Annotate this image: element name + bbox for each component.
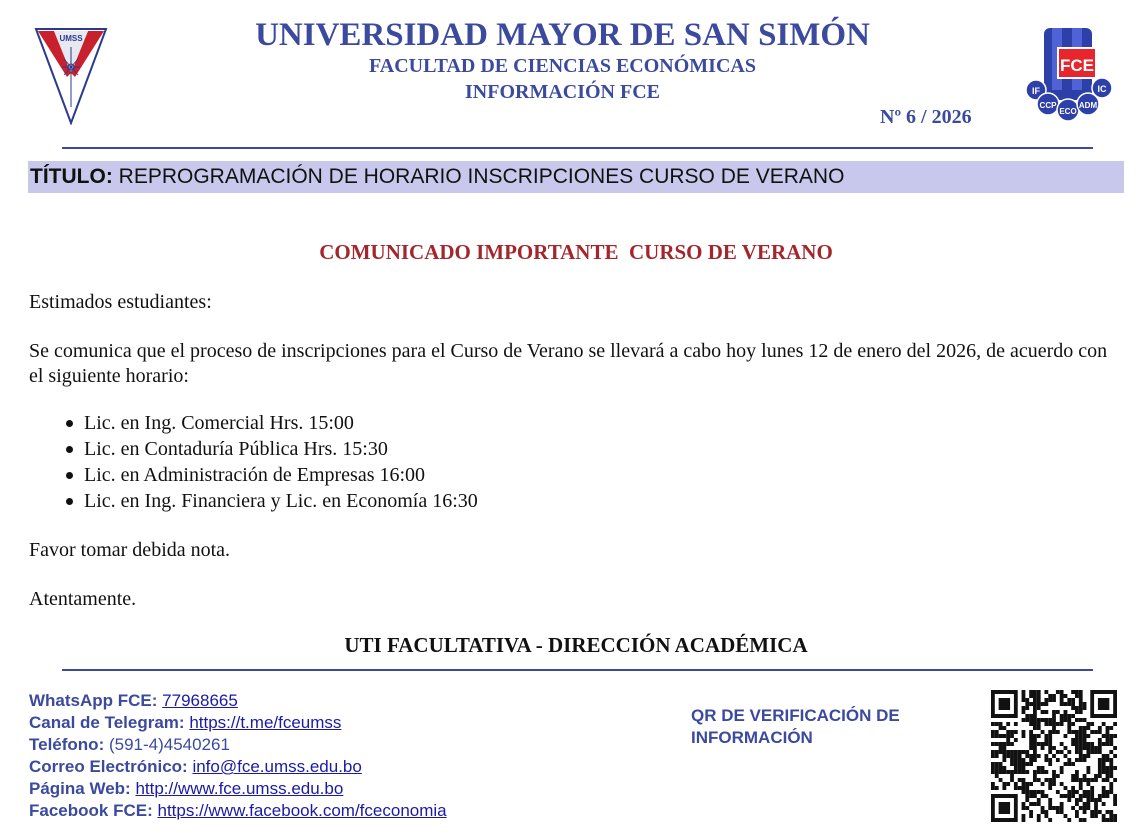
svg-text:ECO: ECO (1059, 107, 1077, 116)
qr-caption: QR DE VERIFICACIÓN DE INFORMACIÓN (691, 706, 900, 747)
telegram-row: Canal de Telegram: https://t.me/fceumss (29, 713, 342, 732)
svg-text:ADM: ADM (1078, 101, 1098, 110)
svg-text:IF: IF (1032, 86, 1040, 96)
title-text: REPROGRAMACIÓN DE HORARIO INSCRIPCIONES CURSO DE VERANO (118, 165, 845, 188)
qr-code (991, 690, 1117, 822)
facebook-link[interactable]: https://www.facebook.com/fceconomia (157, 801, 447, 820)
phone-value: (591-4)4540261 (108, 735, 230, 754)
fce-logo (1022, 26, 1114, 122)
telegram-link[interactable]: https://t.me/fceumss (189, 713, 342, 732)
svg-text:CCP: CCP (1039, 101, 1057, 110)
schedule-list (84, 410, 478, 514)
title-bar (28, 161, 1124, 193)
note: Favor tomar debida nota. (29, 539, 231, 561)
facebook-row: Facebook FCE: https://www.facebook.com/fceconomia (29, 801, 447, 820)
svg-text:FCE: FCE (1060, 56, 1094, 75)
svg-text:UMSS: UMSS (59, 34, 83, 43)
website-link[interactable]: http://www.fce.umss.edu.bo (135, 779, 344, 798)
phone-row: Teléfono: (591-4)4540261 (29, 735, 230, 754)
signature: UTI FACULTATIVA - DIRECCIÓN ACADÉMICA (344, 633, 808, 657)
svg-text:IC: IC (1097, 84, 1107, 94)
greeting: Estimados estudiantes: (29, 291, 212, 313)
list-item: Lic. en Ing. Comercial Hrs. 15:00 (84, 410, 478, 436)
whatsapp-link[interactable]: 77968665 (162, 691, 238, 710)
footer-divider (62, 669, 1093, 671)
whatsapp-row: WhatsApp FCE: 77968665 (29, 691, 238, 710)
list-item: Lic. en Administración de Empresas 16:00 (84, 462, 478, 488)
document-number: Nº 6 / 2026 (880, 106, 972, 128)
email-link[interactable]: info@fce.umss.edu.bo (192, 757, 362, 776)
list-item: Lic. en Ing. Financiera y Lic. en Economía 16:30 (84, 490, 478, 512)
email-row: Correo Electrónico: info@fce.umss.edu.bo (29, 757, 362, 776)
contact-info (29, 690, 447, 822)
university-name: UNIVERSIDAD MAYOR DE SAN SIMÓN (255, 17, 870, 53)
web-row: Página Web: http://www.fce.umss.edu.bo (29, 779, 344, 798)
closing: Atentamente. (29, 588, 137, 610)
info-subtitle: INFORMACIÓN FCE (465, 81, 660, 103)
header-divider (62, 147, 1093, 149)
title-label: TÍTULO: (30, 165, 113, 188)
list-item: Lic. en Contaduría Pública Hrs. 15:30 (84, 436, 478, 462)
faculty-name: FACULTAD DE CIENCIAS ECONÓMICAS (369, 55, 756, 77)
announcement-heading: COMUNICADO IMPORTANTE CURSO DE VERANO (319, 240, 833, 264)
announcement-paragraph: Se comunica que el proceso de inscripciones para el Curso de Verano se llevará a cabo hoy lunes 12 de enero del 2026, de acuerdo con el siguiente horario: (29, 340, 1108, 387)
document-header (0, 16, 1137, 105)
